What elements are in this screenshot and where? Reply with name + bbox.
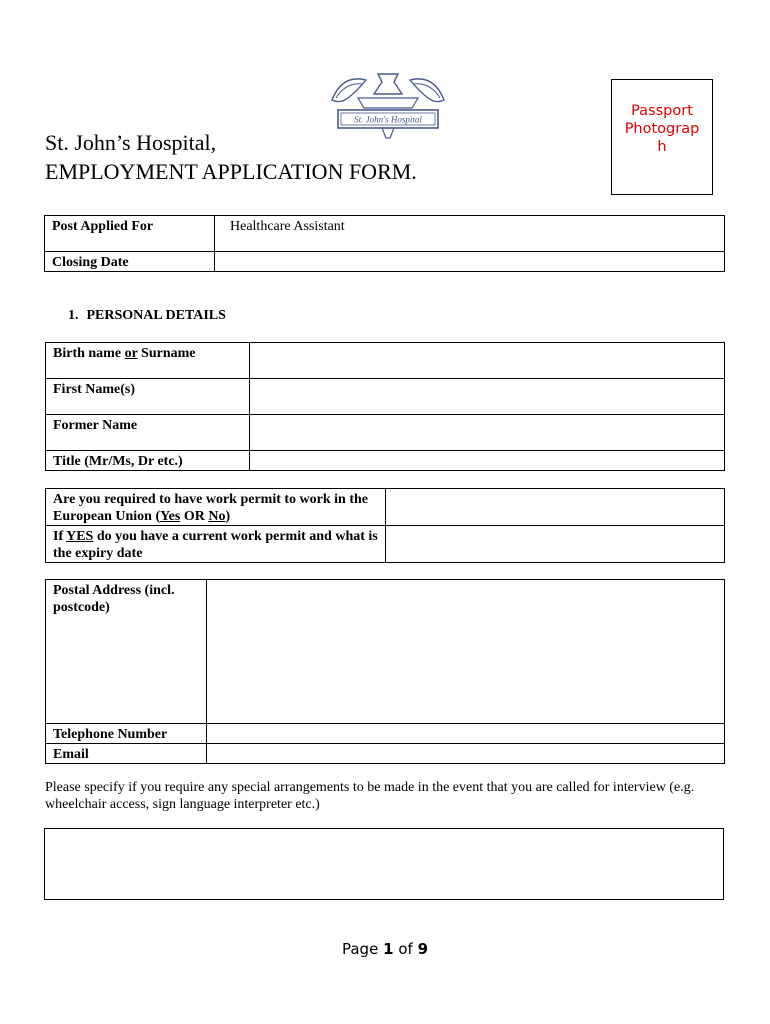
section-number: 1. <box>68 308 79 323</box>
contact-table <box>45 579 725 764</box>
special-arrangements-text: Please specify if you require any special arrangements to be made in the event that you are called for interview (e.g. wheelchair access, sign language interpreter etc.) <box>45 780 695 812</box>
surname-field[interactable] <box>250 343 725 379</box>
postal-address-label: Postal Address (incl. postcode) <box>46 580 207 724</box>
email-label: Email <box>46 744 207 764</box>
closing-date-field[interactable] <box>215 252 725 272</box>
form-title: EMPLOYMENT APPLICATION FORM. <box>45 159 417 184</box>
work-permit-table <box>45 488 725 563</box>
work-permit-expiry-field[interactable] <box>386 526 725 563</box>
postal-address-field[interactable] <box>207 580 725 724</box>
section-title: PERSONAL DETAILS <box>86 308 226 323</box>
post-applied-label: Post Applied For <box>45 216 215 252</box>
passport-photo-label: Passport Photograp h <box>624 103 700 155</box>
email-field[interactable] <box>207 744 725 764</box>
page-title <box>45 128 417 186</box>
telephone-label: Telephone Number <box>46 724 207 744</box>
hospital-name: St. John’s Hospital, <box>45 130 217 155</box>
post-applied-field[interactable]: Healthcare Assistant <box>215 216 725 252</box>
section-personal-details-heading <box>68 308 234 324</box>
post-table <box>44 215 725 272</box>
page-indicator: Page 1 of 9 <box>341 940 428 958</box>
former-name-field[interactable] <box>250 415 725 451</box>
surname-label: Birth name or Surname <box>46 343 250 379</box>
work-permit-question: Are you required to have work permit to work in the European Union (Yes OR No) <box>46 489 386 526</box>
title-field[interactable] <box>250 451 725 471</box>
telephone-field[interactable] <box>207 724 725 744</box>
work-permit-answer-field[interactable] <box>386 489 725 526</box>
personal-details-table <box>45 342 725 471</box>
special-arrangements-field[interactable] <box>44 828 724 900</box>
work-permit-expiry-question: If YES do you have a current work permit and what is the expiry date <box>46 526 386 563</box>
passport-photo-box[interactable] <box>611 79 713 195</box>
first-name-field[interactable] <box>250 379 725 415</box>
title-label: Title (Mr/Ms, Dr etc.) <box>46 451 250 471</box>
former-name-label: Former Name <box>46 415 250 451</box>
closing-date-label: Closing Date <box>45 252 215 272</box>
first-name-label: First Name(s) <box>46 379 250 415</box>
logo-text: St. John's Hospital <box>354 114 422 125</box>
